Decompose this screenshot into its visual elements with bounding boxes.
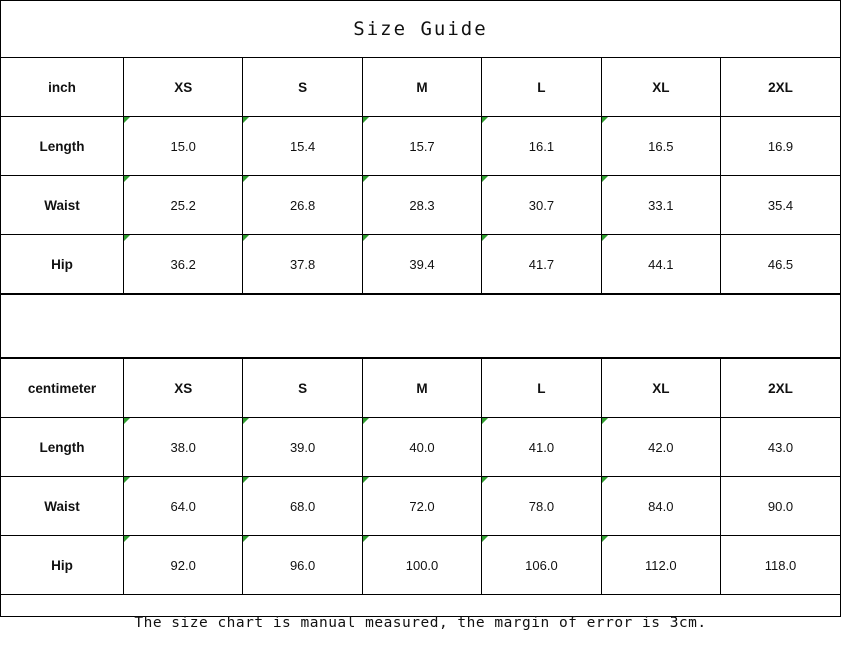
cell-waist-m: 28.3 — [362, 176, 481, 235]
tick-icon — [482, 176, 488, 182]
column-header-2xl: 2XL — [721, 58, 840, 117]
cell-hip-xl: 44.1 — [601, 235, 720, 294]
inch-size-table — [1, 57, 840, 294]
row-label-waist: Waist — [1, 477, 124, 536]
row-label-waist: Waist — [1, 176, 124, 235]
cell-length-m: 15.7 — [362, 117, 481, 176]
tick-icon — [124, 235, 130, 241]
cell-length-xs: 38.0 — [124, 418, 243, 477]
tick-icon — [363, 176, 369, 182]
tick-icon — [243, 418, 249, 424]
row-label-hip: Hip — [1, 235, 124, 294]
tick-icon — [243, 536, 249, 542]
tick-icon — [482, 477, 488, 483]
tick-icon — [124, 418, 130, 424]
tick-icon — [602, 176, 608, 182]
cell-waist-m: 72.0 — [362, 477, 481, 536]
cell-waist-xs: 25.2 — [124, 176, 243, 235]
table-row — [1, 418, 840, 477]
cell-length-2xl: 43.0 — [721, 418, 840, 477]
cell-waist-2xl: 90.0 — [721, 477, 840, 536]
tick-icon — [243, 235, 249, 241]
cell-length-l: 41.0 — [482, 418, 601, 477]
tick-icon — [602, 536, 608, 542]
table-header-row — [1, 359, 840, 418]
tick-icon — [602, 235, 608, 241]
column-header-xl: XL — [601, 58, 720, 117]
table-separator — [1, 294, 840, 358]
column-header-m: M — [362, 359, 481, 418]
table-row — [1, 536, 840, 595]
cell-length-s: 15.4 — [243, 117, 362, 176]
tick-icon — [124, 536, 130, 542]
cell-hip-m: 100.0 — [362, 536, 481, 595]
cell-hip-xl: 112.0 — [601, 536, 720, 595]
column-header-xs: XS — [124, 359, 243, 418]
tick-icon — [363, 235, 369, 241]
column-header-l: L — [482, 58, 601, 117]
table-row — [1, 477, 840, 536]
cell-waist-2xl: 35.4 — [721, 176, 840, 235]
table-row — [1, 235, 840, 294]
cell-hip-xs: 36.2 — [124, 235, 243, 294]
tick-icon — [363, 117, 369, 123]
page-title: Size Guide — [353, 18, 488, 40]
cell-waist-xl: 84.0 — [601, 477, 720, 536]
column-header-2xl: 2XL — [721, 359, 840, 418]
tick-icon — [363, 536, 369, 542]
table-header-row — [1, 58, 840, 117]
cell-waist-xs: 64.0 — [124, 477, 243, 536]
cell-length-l: 16.1 — [482, 117, 601, 176]
row-label-length: Length — [1, 418, 124, 477]
tick-icon — [482, 418, 488, 424]
table-row — [1, 117, 840, 176]
cell-hip-s: 37.8 — [243, 235, 362, 294]
tick-icon — [363, 418, 369, 424]
cell-waist-l: 30.7 — [482, 176, 601, 235]
tick-icon — [602, 117, 608, 123]
cell-length-m: 40.0 — [362, 418, 481, 477]
cell-waist-l: 78.0 — [482, 477, 601, 536]
tick-icon — [243, 176, 249, 182]
tick-icon — [363, 477, 369, 483]
column-header-s: S — [243, 359, 362, 418]
cell-hip-m: 39.4 — [362, 235, 481, 294]
cell-hip-xs: 92.0 — [124, 536, 243, 595]
cell-waist-xl: 33.1 — [601, 176, 720, 235]
cell-hip-l: 41.7 — [482, 235, 601, 294]
cell-waist-s: 68.0 — [243, 477, 362, 536]
tick-icon — [124, 477, 130, 483]
cell-hip-s: 96.0 — [243, 536, 362, 595]
cell-length-xl: 42.0 — [601, 418, 720, 477]
tick-icon — [482, 117, 488, 123]
tick-icon — [482, 235, 488, 241]
tick-icon — [602, 477, 608, 483]
cell-hip-2xl: 46.5 — [721, 235, 840, 294]
row-label-hip: Hip — [1, 536, 124, 595]
tick-icon — [482, 536, 488, 542]
inch-table-wrapper — [1, 57, 840, 294]
centimeter-size-table — [1, 358, 840, 595]
column-header-l: L — [482, 359, 601, 418]
column-header-xs: XS — [124, 58, 243, 117]
cell-hip-2xl: 118.0 — [721, 536, 840, 595]
cell-length-s: 39.0 — [243, 418, 362, 477]
column-header-s: S — [243, 58, 362, 117]
cell-waist-s: 26.8 — [243, 176, 362, 235]
tick-icon — [243, 477, 249, 483]
measurement-note: The size chart is manual measured, the margin of error is 3cm. — [134, 615, 707, 631]
cell-length-2xl: 16.9 — [721, 117, 840, 176]
tick-icon — [243, 117, 249, 123]
table-row — [1, 176, 840, 235]
cell-hip-l: 106.0 — [482, 536, 601, 595]
tick-icon — [602, 418, 608, 424]
column-header-xl: XL — [601, 359, 720, 418]
unit-label-centimeter: centimeter — [1, 359, 124, 418]
unit-label-inch: inch — [1, 58, 124, 117]
centimeter-table-wrapper — [1, 358, 840, 595]
tick-icon — [124, 117, 130, 123]
column-header-m: M — [362, 58, 481, 117]
cell-length-xs: 15.0 — [124, 117, 243, 176]
tick-icon — [124, 176, 130, 182]
row-label-length: Length — [1, 117, 124, 176]
cell-length-xl: 16.5 — [601, 117, 720, 176]
